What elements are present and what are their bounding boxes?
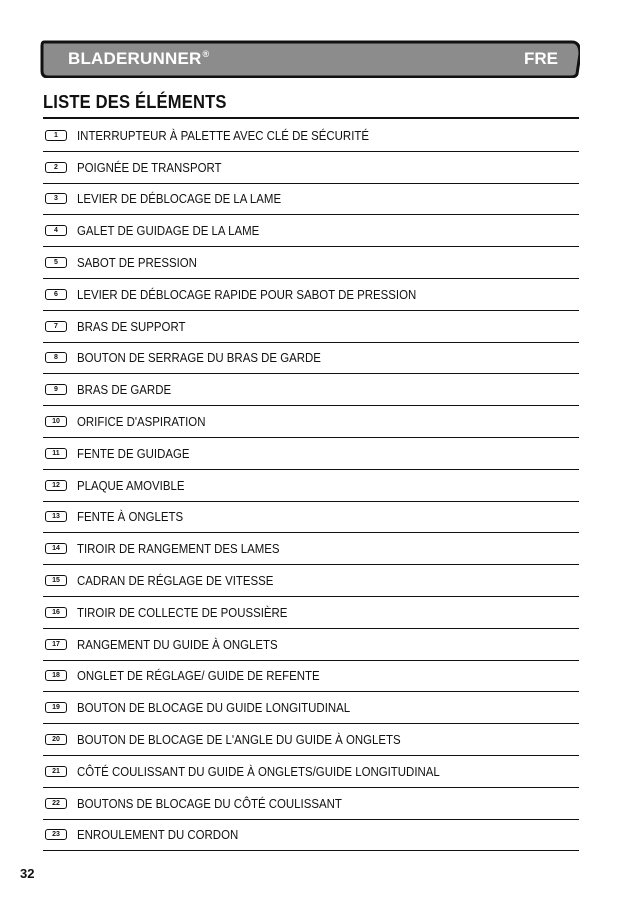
item-number-badge: 23: [45, 829, 67, 840]
item-number-badge: 7: [45, 321, 67, 332]
language-code: FRE: [524, 49, 558, 68]
list-item: [43, 788, 579, 820]
list-item: [43, 724, 579, 756]
list-item: [43, 502, 579, 534]
item-label: CÔTÉ COULISSANT DU GUIDE À ONGLETS/GUIDE LONGITUDINAL: [77, 763, 440, 779]
list-item: [43, 247, 579, 279]
item-number-badge: 16: [45, 607, 67, 618]
item-number-badge: 22: [45, 798, 67, 809]
item-label: RANGEMENT DU GUIDE À ONGLETS: [77, 636, 278, 652]
list-item: [43, 438, 579, 470]
item-number-badge: 13: [45, 511, 67, 522]
item-number-badge: 5: [45, 257, 67, 268]
item-label: BOUTON DE BLOCAGE DU GUIDE LONGITUDINAL: [77, 700, 351, 716]
list-item: [43, 374, 579, 406]
list-item: [43, 692, 579, 724]
item-number-badge: 1: [45, 130, 67, 141]
title-rule: [43, 117, 579, 119]
list-item: [43, 470, 579, 502]
item-label: BOUTONS DE BLOCAGE DU CÔTÉ COULISSANT: [77, 795, 342, 811]
item-number-badge: 14: [45, 543, 67, 554]
item-label: FENTE À ONGLETS: [77, 509, 184, 525]
item-label: ENROULEMENT DU CORDON: [77, 827, 239, 843]
list-item: [43, 343, 579, 375]
item-number-badge: 9: [45, 384, 67, 395]
item-label: BRAS DE GARDE: [77, 382, 172, 398]
item-number-badge: 8: [45, 352, 67, 363]
item-label: CADRAN DE RÉGLAGE DE VITESSE: [77, 573, 274, 589]
parts-list: [43, 120, 579, 851]
item-label: INTERRUPTEUR À PALETTE AVEC CLÉ DE SÉCURITÉ: [77, 127, 369, 143]
item-label: SABOT DE PRESSION: [77, 255, 197, 271]
item-label: BRAS DE SUPPORT: [77, 318, 186, 334]
page-number: 32: [20, 866, 35, 881]
list-item: [43, 152, 579, 184]
item-label: POIGNÉE DE TRANSPORT: [77, 159, 222, 175]
item-number-badge: 19: [45, 702, 67, 713]
list-item: [43, 120, 579, 152]
item-number-badge: 3: [45, 193, 67, 204]
item-number-badge: 20: [45, 734, 67, 745]
item-label: BOUTON DE BLOCAGE DE L'ANGLE DU GUIDE À ONGLETS: [77, 732, 401, 748]
item-number-badge: 21: [45, 766, 67, 777]
item-number-badge: 10: [45, 416, 67, 427]
item-number-badge: 12: [45, 480, 67, 491]
item-number-badge: 15: [45, 575, 67, 586]
list-item: [43, 184, 579, 216]
list-item: [43, 629, 579, 661]
list-item: [43, 279, 579, 311]
item-number-badge: 11: [45, 448, 67, 459]
list-item: [43, 565, 579, 597]
item-label: TIROIR DE COLLECTE DE POUSSIÈRE: [77, 604, 288, 620]
item-label: ORIFICE D'ASPIRATION: [77, 414, 206, 430]
list-item: [43, 311, 579, 343]
item-label: GALET DE GUIDAGE DE LA LAME: [77, 223, 260, 239]
item-label: PLAQUE AMOVIBLE: [77, 477, 185, 493]
list-item: [43, 215, 579, 247]
item-number-badge: 2: [45, 162, 67, 173]
item-label: ONGLET DE RÉGLAGE/ GUIDE DE REFENTE: [77, 668, 320, 684]
list-item: [43, 533, 579, 565]
brand-title: BLADERUNNER®: [68, 49, 210, 68]
section-title: LISTE DES ÉLÉMENTS: [43, 92, 227, 112]
list-item: [43, 597, 579, 629]
item-label: LEVIER DE DÉBLOCAGE DE LA LAME: [77, 191, 282, 207]
item-number-badge: 17: [45, 639, 67, 650]
item-label: TIROIR DE RANGEMENT DES LAMES: [77, 541, 280, 557]
item-label: LEVIER DE DÉBLOCAGE RAPIDE POUR SABOT DE PRESSION: [77, 286, 417, 302]
list-item: [43, 820, 579, 852]
item-number-badge: 18: [45, 670, 67, 681]
list-item: [43, 756, 579, 788]
item-number-badge: 4: [45, 225, 67, 236]
header-banner: [40, 40, 580, 78]
list-item: [43, 406, 579, 438]
item-label: BOUTON DE SERRAGE DU BRAS DE GARDE: [77, 350, 321, 366]
item-number-badge: 6: [45, 289, 67, 300]
list-item: [43, 661, 579, 693]
item-label: FENTE DE GUIDAGE: [77, 445, 190, 461]
